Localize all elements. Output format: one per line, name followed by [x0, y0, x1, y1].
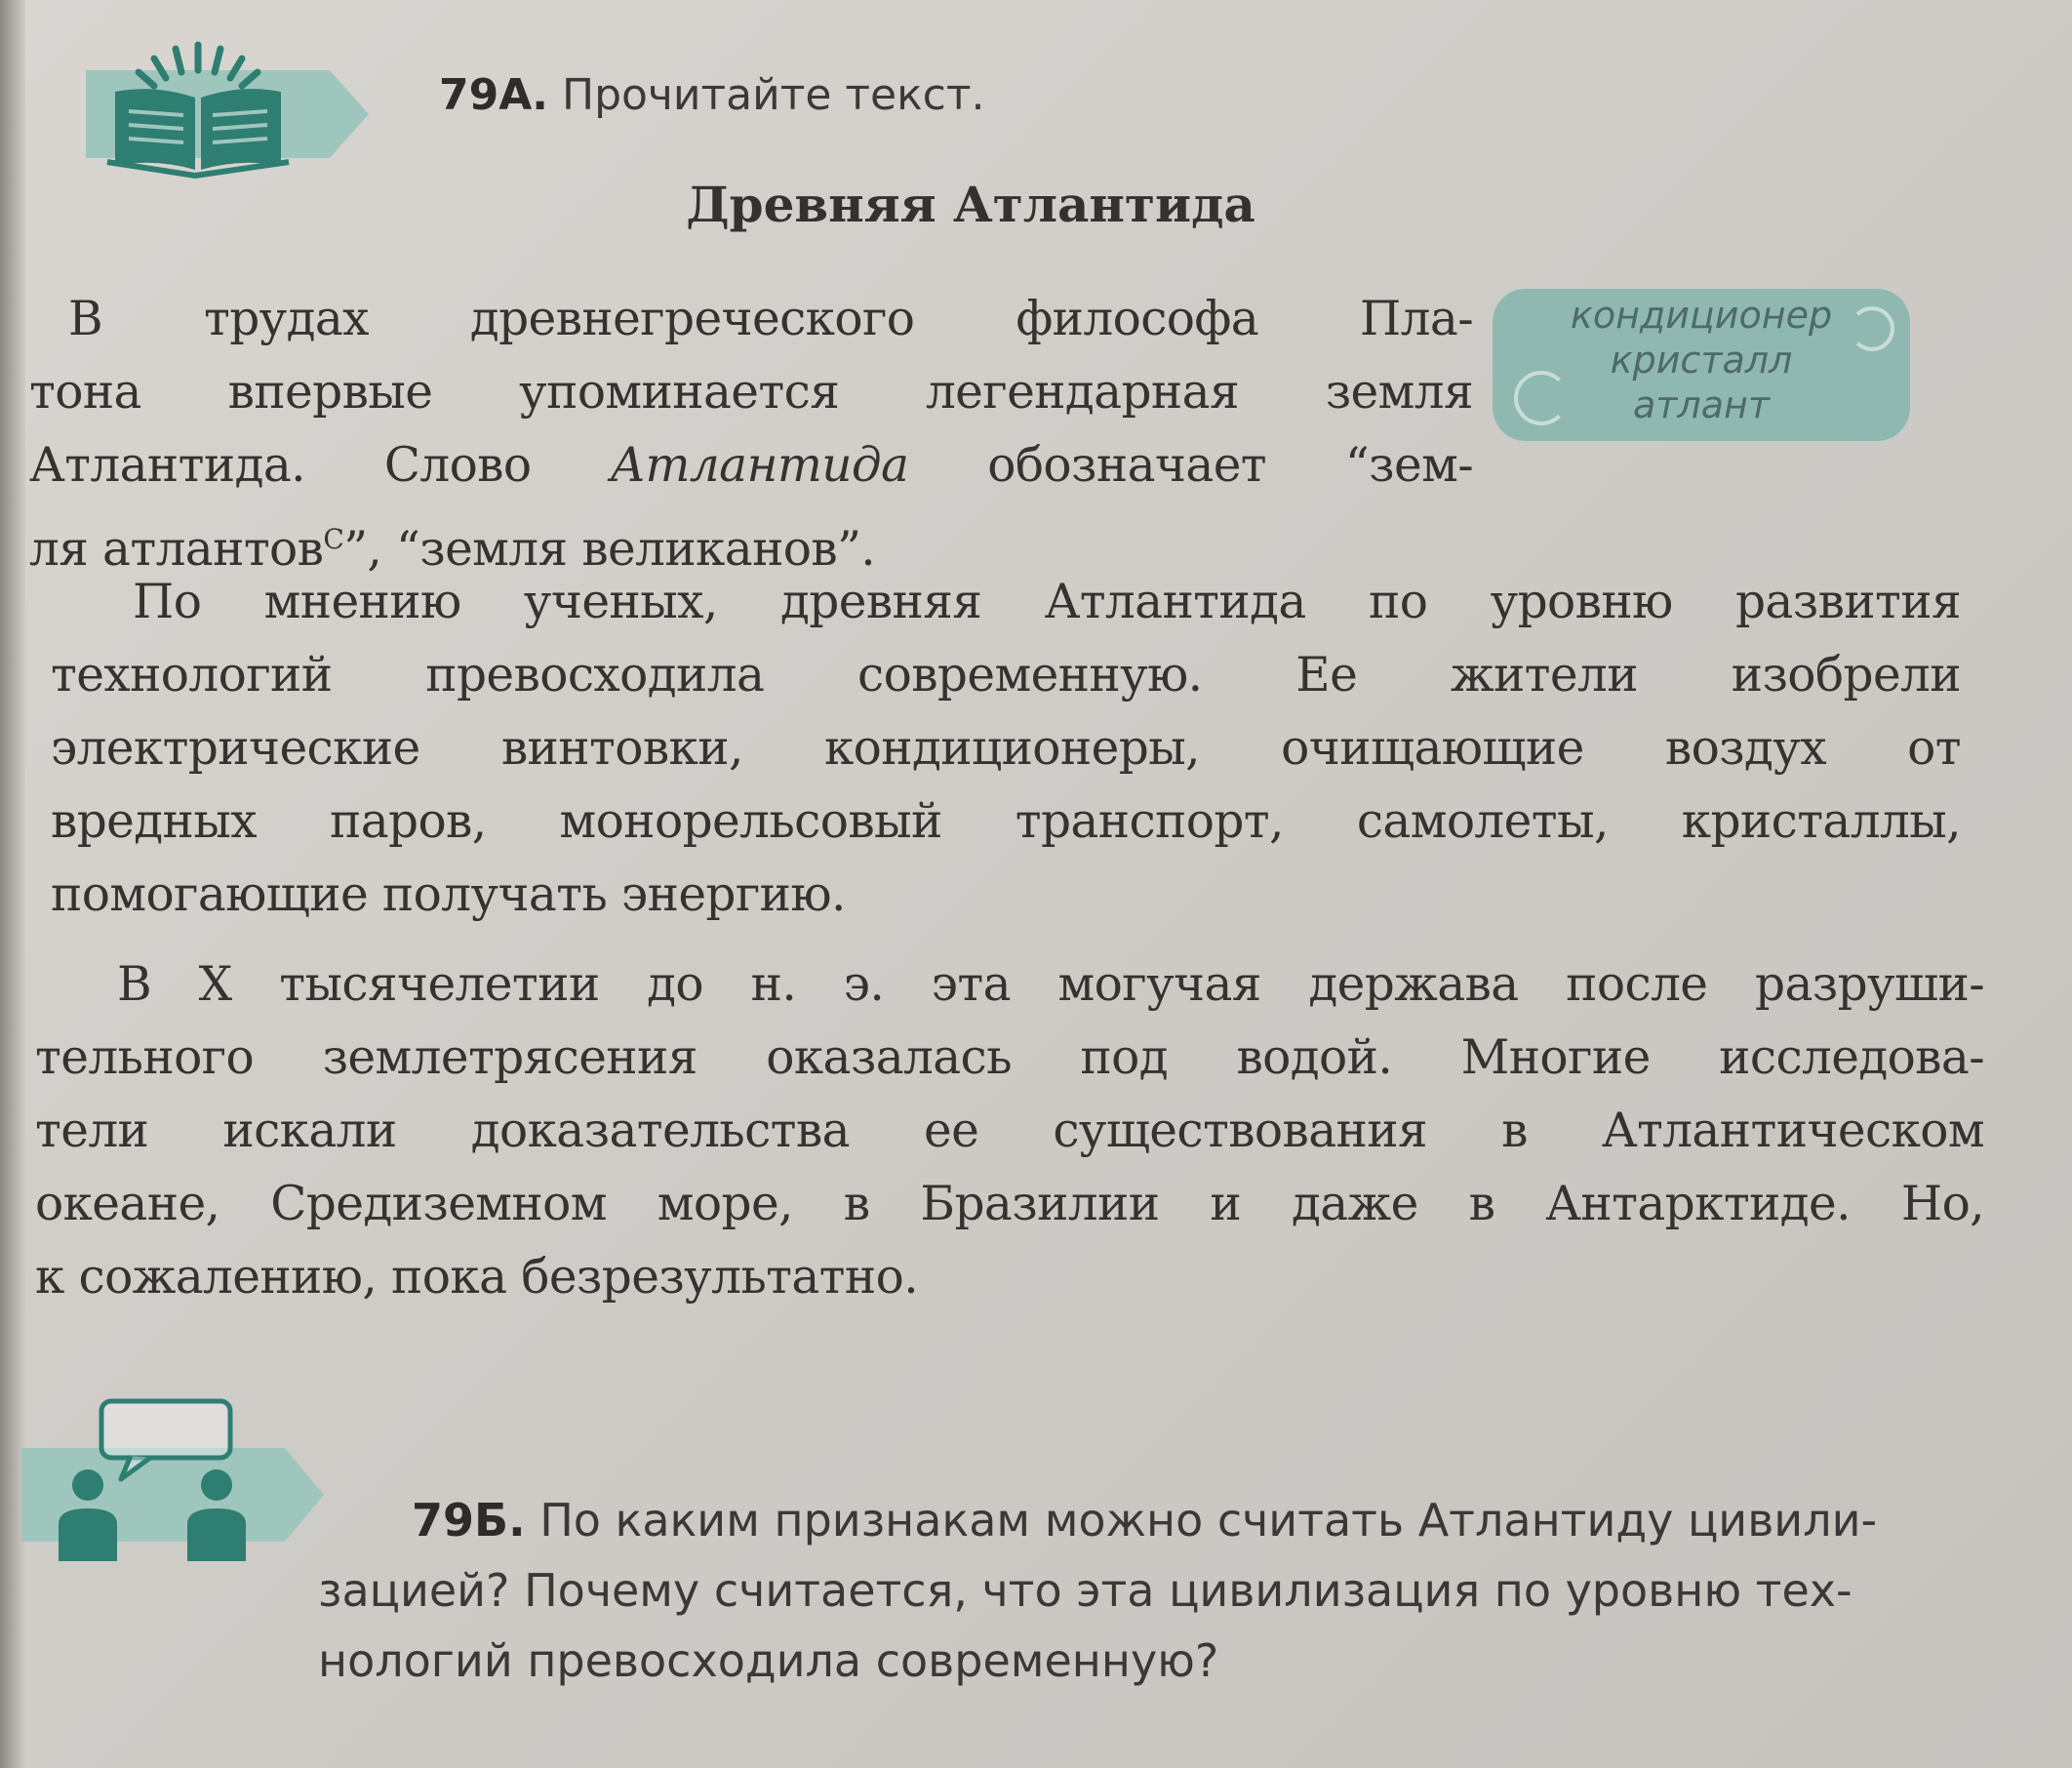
task-79b-line	[318, 1485, 2015, 1555]
text-fragment: ля атлантов	[29, 522, 324, 578]
swirl-decoration-icon	[1514, 371, 1569, 425]
text-line: тельного землетрясения оказалась под водой. Многие исследова-	[35, 1030, 1984, 1085]
text-line: По мнению ученых, древняя Атлантида по уровню развития	[133, 575, 1961, 629]
text-line: океане, Средиземном море, в Бразилии и даже в Антарктиде. Но,	[35, 1177, 1984, 1231]
text-fragment: ”, “земля великанов”.	[343, 522, 876, 578]
swirl-decoration-icon	[1850, 306, 1894, 351]
text-line	[29, 429, 1473, 502]
text-line: к сожалению, пока безрезультатно.	[35, 1250, 919, 1305]
task-79b-text: По каким признакам можно считать Атлантиду цивили-	[539, 1494, 1878, 1547]
task-79b-number: 79Б.	[412, 1494, 526, 1547]
vocabulary-box	[1493, 289, 1910, 441]
vocab-word: кондиционер	[1570, 294, 1833, 337]
task-79a-instruction: Прочитайте текст.	[562, 70, 985, 120]
paragraph-3	[35, 948, 1984, 1314]
text-line: электрические винтовки, кондиционеры, очищающие воздух от	[51, 721, 1961, 776]
text-fragment: Атлантида. Слово	[29, 438, 611, 493]
text-line: тели искали доказательства ее существования в Атлантическом	[35, 1104, 1984, 1158]
superscript-mark: С	[323, 523, 344, 555]
text-line: вредных паров, монорельсовый транспорт, самолеты, кристаллы,	[51, 794, 1961, 849]
text-line: технологий превосходила современную. Ее жители изобрели	[51, 648, 1961, 703]
text-line: В X тысячелетии до н. э. эта могучая держава после разруши-	[117, 957, 1984, 1012]
task-79a-number: 79А.	[439, 70, 548, 120]
text-line: В трудах древнегреческого философа Пла-	[68, 292, 1473, 346]
text-fragment: обозначает “зем-	[908, 438, 1473, 493]
italic-word: Атлантида	[610, 438, 909, 493]
reading-task-banner	[86, 41, 379, 180]
discussion-task-banner	[21, 1395, 334, 1563]
paragraph-1	[29, 283, 1473, 502]
open-book-icon	[86, 41, 379, 180]
paragraph-2	[51, 566, 1961, 932]
task-79b-line: нологий превосходила современную?	[318, 1634, 1219, 1687]
text-line: тона впервые упоминается легендарная земля	[29, 365, 1473, 420]
dialogue-icon	[21, 1395, 334, 1563]
task-79b	[318, 1485, 2015, 1696]
vocab-word: атлант	[1633, 383, 1770, 426]
task-79b-line: зацией? Почему считается, что эта цивилизация по уровню тех-	[318, 1564, 1853, 1617]
text-title: Древняя Атлантида	[686, 176, 1255, 233]
text-line: помогающие получать энергию.	[51, 867, 846, 922]
vocab-word: кристалл	[1610, 339, 1793, 382]
task-79a-heading	[439, 70, 985, 120]
